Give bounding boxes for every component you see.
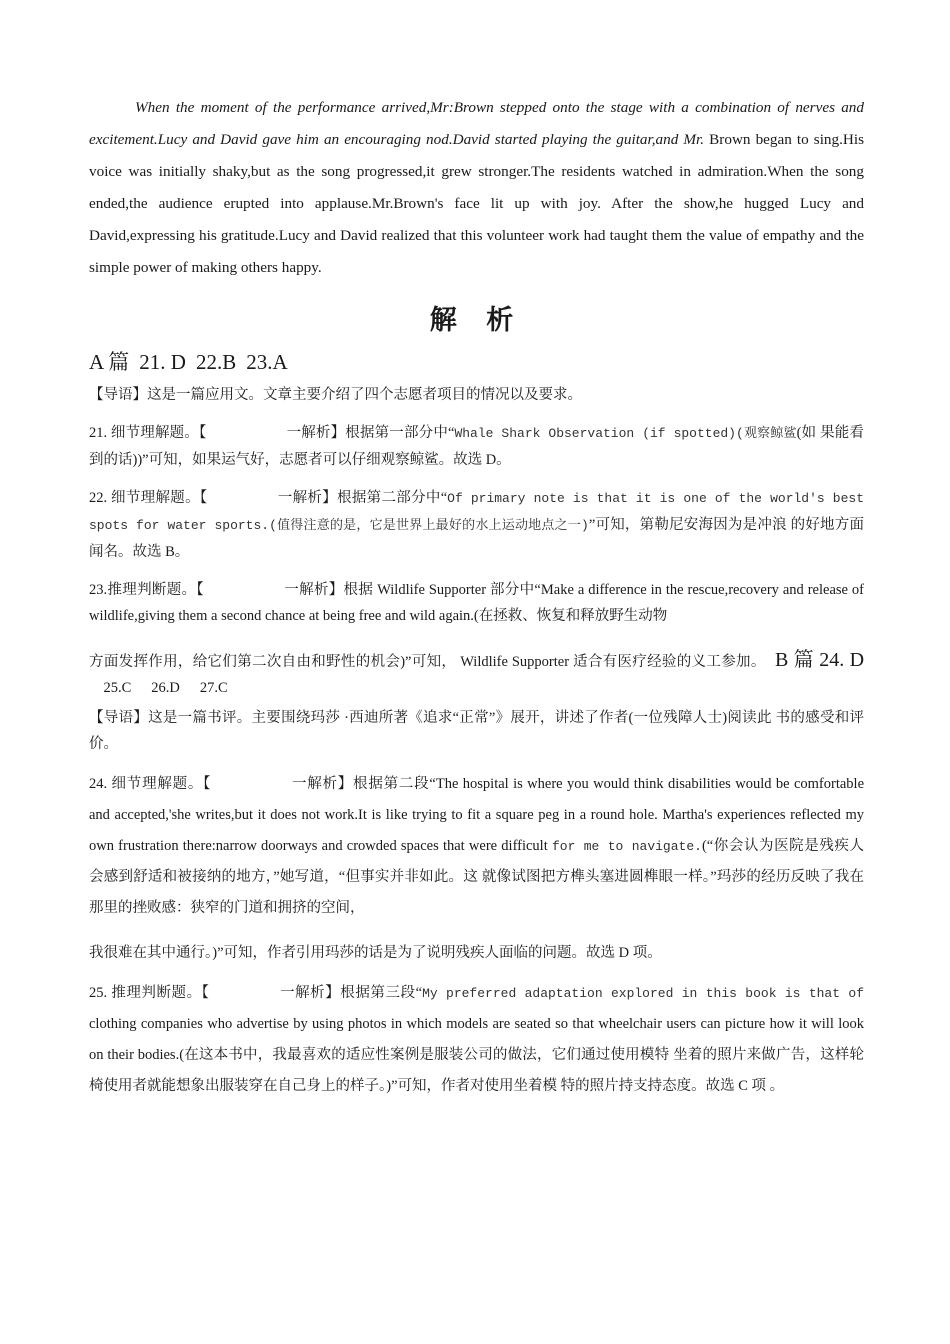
section-a-intro: 【导语】这是一篇应用文。文章主要介绍了四个志愿者项目的情况以及要求。	[89, 387, 582, 403]
answer-27: 27.C	[199, 680, 228, 696]
q23-explanation-cont: 方面发挥作用，给它们第二次自由和野性的机会)”可知， Wildlife Supporter 适合有医疗经验的义工参加。 B 篇 24. D 25.C 26.D 27.C	[89, 649, 865, 696]
section-a-answers	[89, 346, 864, 378]
section-a-label: A 篇	[89, 350, 130, 374]
section-b-label: B 篇	[774, 649, 814, 671]
q22-explanation: 22. 细节理解题。【 一解析】根据第二部分中“Of primary note is that it is one of the world's best spots for water sports.(值得注意的是，它是世界上最好的水上运动地点之一)”可知，第勒尼安海因为是冲浪 的好地方面闻名。故选 B。	[89, 490, 865, 560]
answer-21: 21. D	[139, 350, 186, 374]
section-b-intro: 【导语】这是一篇书评。主要围绕玛莎 ·西迪所著《追求“正常”》展开，讲述了作者(一位残障人士)阅读此 书的感受和评价。	[89, 710, 864, 752]
q25-explanation: 25. 推理判断题。【 一解析】根据第三段“My preferred adaptation explored in this book is that of clothing companies who advertise by using photos in which models are seated so that wheelchair users can picture how it will look on their bodies.(在这本书中，我最喜欢的适应性案例是服装公司的做法，它们通过使用模特 坐着的照片来做广告，这样轮椅使用者就能想象出服装穿在自己身上的样子。)”可知，作者对使用坐着模 特的照片持支持态度。故选 C 项 。	[89, 985, 864, 1094]
document-page	[89, 92, 864, 1114]
story-italic-text: When the moment of the performance arrived,Mr:Brown stepped onto the stage with a combination of nerves and excitement.Lucy and David gave him an encouraging nod.David started playing the guitar,and Mr.	[89, 99, 864, 148]
q23-explanation: 23.推理判断题。【 一解析】根据 Wildlife Supporter 部分中“Make a difference in the rescue,recovery and release of wildlife,giving them a second chance at being free and wild again.(在拯救、恢复和释放野生动物	[89, 582, 865, 624]
answer-23: 23.A	[246, 350, 288, 374]
answer-24: 24. D	[819, 649, 865, 671]
answer-22: 22.B	[195, 350, 237, 374]
q21-explanation: 21. 细节理解题。【 一解析】根据第一部分中“Whale Shark Observation (if spotted)(观察鲸鲨(如 果能看到的话))”可知，如果运气好，志愿者可以仔细观察鲸鲨。故选 D。	[89, 425, 864, 468]
q24-explanation-tail: 我很难在其中通行。)”可知，作者引用玛莎的话是为了说明残疾人面临的问题。故选 D 项。	[89, 945, 662, 961]
answer-26: 26.D	[151, 680, 180, 696]
story-regular-text: Brown began to sing.His voice was initially shaky,but as the song progressed,it grew stronger.The residents watched in admiration.When the song ended,the audience erupted into applause.Mr.Brown's face lit up with joy. After the show,he hugged Lucy and David,expressing his gratitude.Lucy and David realized that this volunteer work had taught them the value of empathy and the simple power of making others happy.	[89, 131, 864, 276]
section-b-answers	[770, 649, 864, 671]
story-paragraph	[89, 92, 864, 284]
q24-explanation: 24. 细节理解题。【 一解析】根据第二段“The hospital is where you would think disabilities would be comfortable and accepted,'she writes,but it does not work.It is like trying to fit a square peg in a round hole. Martha's experiences reflected my own frustration there:narrow doorways and crowded spaces that were difficult for me to navigate.(“你会认为医院是残疾人会感到舒适和被接纳的地方，”她写道，“但事实并非如此。这 就像试图把方榫头塞进圆榫眼一样。”玛莎的经历反映了我在那里的挫败感：狭窄的门道和拥挤的空间，	[89, 776, 865, 916]
answer-25: 25.C	[103, 680, 132, 696]
page-title: 解 析	[429, 305, 524, 336]
